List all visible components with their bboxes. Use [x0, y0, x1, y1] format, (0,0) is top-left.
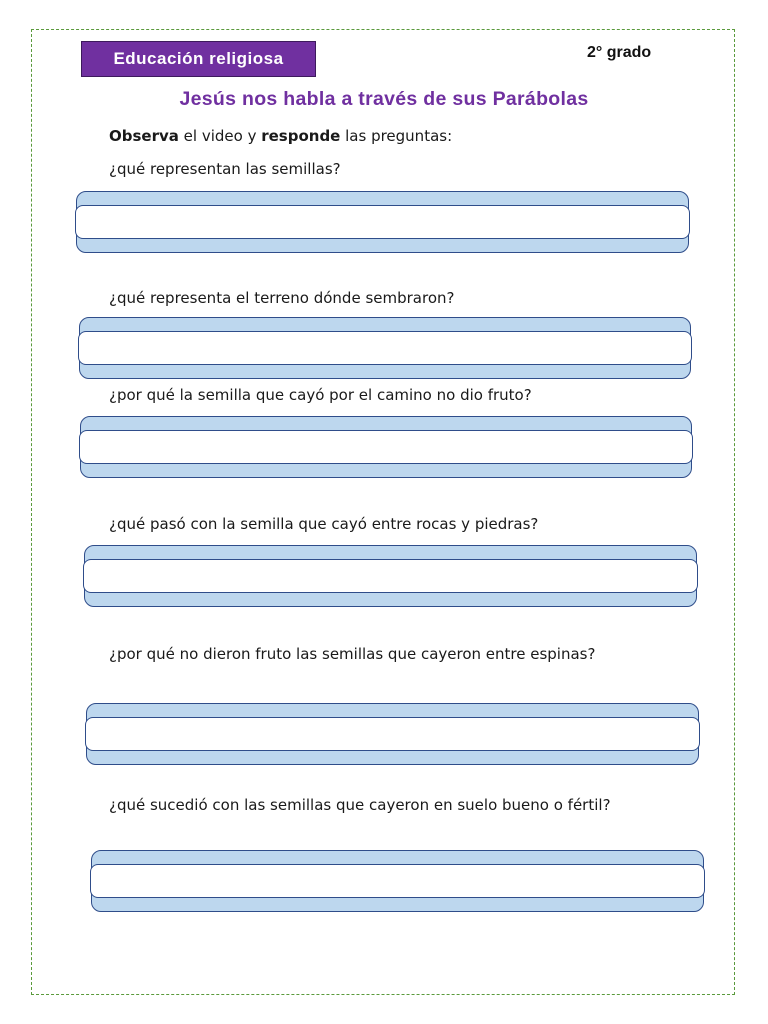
subject-badge: Educación religiosa	[81, 41, 316, 77]
instruction-text-1: el video y	[178, 127, 262, 145]
question-5: ¿por qué no dieron fruto las semillas que cayeron entre espinas?	[109, 645, 596, 663]
answer-box-6[interactable]	[91, 850, 704, 912]
answer-field-2[interactable]	[78, 331, 692, 365]
answer-box-1[interactable]	[76, 191, 689, 253]
question-1: ¿qué representan las semillas?	[109, 160, 341, 178]
instruction-word-responde: responde	[261, 127, 341, 145]
grade-label: 2° grado	[587, 44, 652, 61]
answer-field-6[interactable]	[90, 864, 705, 898]
question-3: ¿por qué la semilla que cayó por el camino no dio fruto?	[109, 386, 532, 404]
answer-box-3[interactable]	[80, 416, 692, 478]
question-2: ¿qué representa el terreno dónde sembraron?	[109, 289, 455, 307]
instruction-word-observa: Observa	[109, 127, 179, 145]
answer-field-4[interactable]	[83, 559, 698, 593]
answer-field-3[interactable]	[79, 430, 693, 464]
question-4: ¿qué pasó con la semilla que cayó entre rocas y piedras?	[109, 515, 539, 533]
answer-box-5[interactable]	[86, 703, 699, 765]
answer-box-2[interactable]	[79, 317, 691, 379]
answer-field-1[interactable]	[75, 205, 690, 239]
instruction-text-2: las preguntas:	[340, 127, 453, 145]
instructions	[109, 127, 452, 145]
answer-field-5[interactable]	[85, 717, 700, 751]
question-6: ¿qué sucedió con las semillas que cayeron en suelo bueno o fértil?	[109, 796, 611, 814]
worksheet-title: Jesús nos habla a través de sus Parábolas	[179, 88, 589, 110]
answer-box-4[interactable]	[84, 545, 697, 607]
